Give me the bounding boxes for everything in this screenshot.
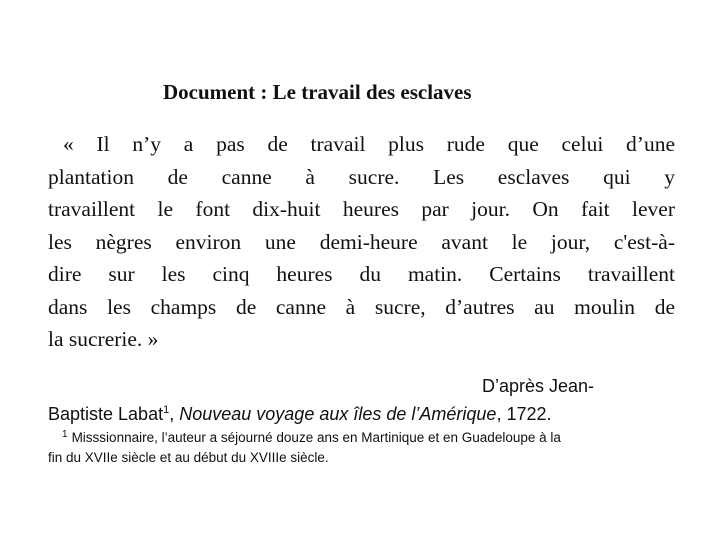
- footnote-reference: 1: [163, 404, 170, 416]
- quote-line: « Il n’y a pas de travail plus rude que celui d’une: [63, 132, 675, 156]
- quote-text: [48, 128, 675, 356]
- source-prefix: D’après Jean-: [482, 376, 595, 396]
- footnote-mark: 1: [62, 428, 68, 440]
- quote-line: travaillent le font dix-huit heures par jour. On fait lever: [48, 197, 675, 221]
- source-separator: ,: [169, 404, 180, 424]
- quote-line: dans les champs de canne à sucre, d’autres au moulin de: [48, 294, 675, 319]
- footnote-line: fin du XVIIe siècle et au début du XVIIIe siècle.: [48, 450, 329, 465]
- document-title: Document : Le travail des esclaves: [163, 80, 472, 104]
- quote-line: les nègres environ une demi-heure avant le jour, c'est-à-: [48, 229, 675, 254]
- source-line: [48, 400, 678, 428]
- source-author: Baptiste Labat: [48, 404, 164, 424]
- footnote-text: Misssionnaire, l’auteur a séjourné douze ans en Martinique et en Guadeloupe à la: [71, 430, 561, 445]
- book-title: Nouveau voyage aux îles de l’Amérique: [179, 404, 497, 424]
- source-citation: [48, 372, 678, 428]
- quote-line: plantation de canne à sucre. Les esclaves qui y: [48, 164, 675, 189]
- quote-line: dire sur les cinq heures du matin. Certains travaillent: [48, 262, 675, 286]
- footnote-line: [48, 428, 678, 448]
- quote-line: la sucrerie. »: [48, 327, 159, 351]
- footnote: [48, 428, 678, 468]
- source-year: , 1722.: [496, 404, 552, 424]
